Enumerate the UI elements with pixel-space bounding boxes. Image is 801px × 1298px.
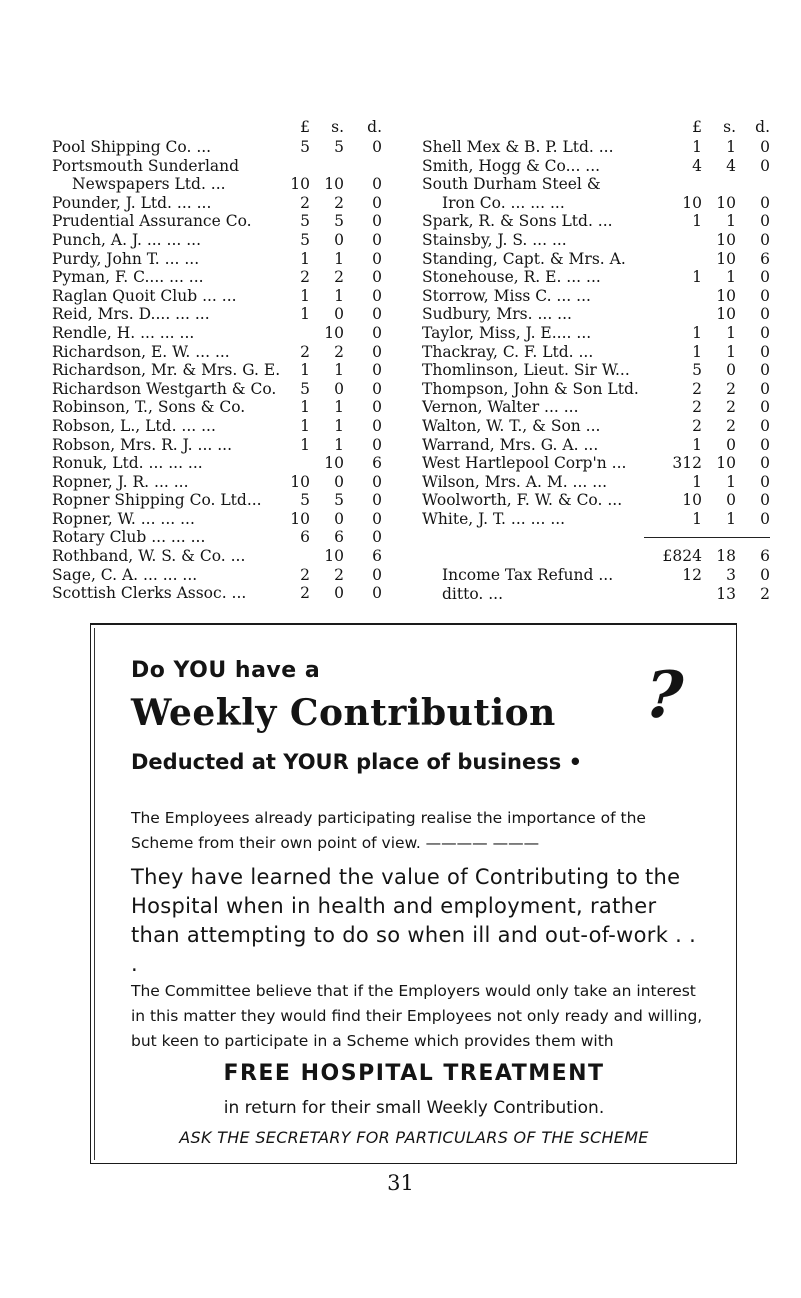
amount-shillings: 0: [334, 472, 344, 491]
donor-name: Pool Shipping Co. ...: [52, 138, 212, 156]
subscription-row: [422, 324, 770, 343]
amount-shillings: 1: [334, 249, 344, 268]
donor-name: Spark, R. & Sons Ltd. ...: [422, 212, 613, 231]
amount-pence: 0: [760, 342, 770, 361]
donor-name: Storrow, Miss C. ... ...: [422, 286, 591, 305]
subscriber-list-left: [52, 118, 392, 603]
donor-name: Taylor, Miss, J. E.... ...: [422, 323, 592, 342]
amount-pence: 0: [372, 138, 382, 156]
donor-name: Sage, C. A. ... ... ...: [52, 565, 198, 584]
subscription-row: [52, 436, 392, 455]
donor-name: South Durham Steel &: [422, 175, 601, 194]
amount-pence: 6: [372, 547, 382, 566]
amount-pence: 0: [760, 379, 770, 398]
amount-shillings: 2: [334, 193, 344, 212]
total-shillings: 18: [716, 547, 736, 566]
pounds-header: £: [300, 118, 310, 136]
amount-pounds: 5: [692, 361, 702, 380]
amount-pounds: 10: [290, 472, 310, 491]
subscription-row: [52, 250, 392, 269]
question-mark: ?: [635, 658, 692, 733]
amount-pence: 0: [760, 156, 770, 175]
amount-shillings: 2: [726, 416, 736, 435]
subscription-row: [52, 231, 392, 250]
amount-shillings: 3: [726, 566, 736, 585]
amount-pence: 0: [372, 268, 382, 287]
amount-shillings: 0: [726, 435, 736, 454]
donor-name: Thompson, John & Son Ltd.: [422, 379, 639, 398]
amount-pence: 0: [760, 435, 770, 454]
amount-shillings: 0: [334, 584, 344, 603]
amount-shillings: 2: [726, 398, 736, 417]
amount-pounds: 5: [300, 379, 310, 398]
subscription-row: [422, 398, 770, 417]
subscription-row: [52, 287, 392, 306]
amount-shillings: 1: [334, 416, 344, 435]
amount-shillings: 4: [726, 156, 736, 175]
amount-pence: 6: [372, 454, 382, 473]
amount-shillings: 2: [334, 565, 344, 584]
amount-pence: 0: [760, 212, 770, 231]
donor-name: Richardson, E. W. ... ...: [52, 342, 230, 361]
amount-shillings: 5: [334, 212, 344, 231]
amount-shillings: 1: [726, 342, 736, 361]
amount-shillings: 0: [334, 379, 344, 398]
subscription-row: [422, 175, 770, 194]
amount-pence: 0: [372, 342, 382, 361]
amount-pence: 0: [760, 138, 770, 156]
donor-name: Ropner Shipping Co. Ltd...: [52, 491, 262, 510]
subscription-row: [422, 380, 770, 399]
subscription-row: [52, 510, 392, 529]
donor-name: Walton, W. T., & Son ...: [422, 416, 601, 435]
ad-paragraph-1: The Employees already participating realise the importance of the Scheme from their own point of view. ———— ———: [131, 809, 646, 852]
ad-ask-secretary: ASK THE SECRETARY FOR PARTICULARS OF THE SCHEME: [179, 1128, 649, 1147]
amount-pounds: 1: [300, 435, 310, 454]
donor-name: Pounder, J. Ltd. ... ...: [52, 193, 212, 212]
amount-pence: 0: [372, 286, 382, 305]
subscription-row: [422, 491, 770, 510]
amount-shillings: 10: [716, 249, 736, 268]
subscription-row: [422, 194, 770, 213]
amount-pounds: 1: [300, 361, 310, 380]
amount-shillings: 10: [716, 454, 736, 473]
amount-pounds: 4: [692, 156, 702, 175]
amount-pounds: 10: [682, 491, 702, 510]
amount-shillings: 5: [334, 491, 344, 510]
amount-pence: 0: [372, 565, 382, 584]
ad-return-line: in return for their small Weekly Contribution.: [223, 1098, 605, 1118]
donor-name: Iron Co. ... ... ...: [442, 193, 565, 212]
amount-shillings: 1: [334, 398, 344, 417]
shillings-header: s.: [331, 118, 344, 136]
amount-shillings: 0: [726, 491, 736, 510]
subscription-row: [52, 268, 392, 287]
amount-pounds: 2: [300, 565, 310, 584]
subscription-row: [422, 454, 770, 473]
donor-name: Richardson, Mr. & Mrs. G. E.: [52, 361, 281, 380]
subscription-row: [52, 584, 392, 603]
amount-pence: 6: [760, 249, 770, 268]
ad-question-line3-text: Deducted at YOUR place of business: [131, 750, 562, 774]
amount-shillings: 10: [324, 323, 344, 342]
amount-shillings: 1: [334, 361, 344, 380]
amount-pence: 0: [760, 454, 770, 473]
total-rule: [422, 528, 770, 547]
amount-pounds: 1: [692, 509, 702, 528]
column-header: [422, 118, 770, 138]
subscription-row: [422, 212, 770, 231]
amount-pence: 0: [372, 416, 382, 435]
amount-shillings: 1: [334, 286, 344, 305]
column-header: [52, 118, 392, 138]
subscription-row: [422, 231, 770, 250]
amount-shillings: 1: [726, 323, 736, 342]
donor-name: Richardson Westgarth & Co.: [52, 379, 277, 398]
donor-name: West Hartlepool Corp'n ...: [422, 454, 627, 473]
subscription-row: [52, 380, 392, 399]
amount-pence: 2: [760, 584, 770, 603]
amount-pounds: 2: [300, 342, 310, 361]
donor-name: Woolworth, F. W. & Co. ...: [422, 491, 623, 510]
subscription-row: [422, 268, 770, 287]
amount-pounds: 1: [300, 416, 310, 435]
amount-pence: 0: [760, 286, 770, 305]
subscription-row: [52, 138, 392, 157]
subscription-row: [422, 417, 770, 436]
amount-pounds: 1: [300, 249, 310, 268]
donor-name: Portsmouth Sunderland: [52, 156, 240, 175]
amount-pounds: 10: [290, 175, 310, 194]
advertisement-box: [90, 623, 737, 1164]
amount-pence: 0: [372, 398, 382, 417]
donor-name: Sudbury, Mrs. ... ...: [422, 305, 572, 324]
donor-name: Rotary Club ... ... ...: [52, 528, 206, 547]
subscription-row: [422, 566, 770, 585]
amount-shillings: 2: [726, 379, 736, 398]
amount-shillings: 2: [334, 268, 344, 287]
donor-name: Ropner, J. R. ... ...: [52, 472, 189, 491]
donor-name: Wilson, Mrs. A. M. ... ...: [422, 472, 608, 491]
amount-pence: 0: [760, 193, 770, 212]
amount-pounds: 6: [300, 528, 310, 547]
amount-pounds: 1: [692, 342, 702, 361]
amount-pence: 0: [760, 361, 770, 380]
amount-pounds: 1: [692, 323, 702, 342]
subscription-row: [422, 250, 770, 269]
donor-name: Thackray, C. F. Ltd. ...: [422, 342, 594, 361]
amount-pence: 0: [760, 230, 770, 249]
amount-shillings: 1: [726, 472, 736, 491]
amount-pounds: 2: [692, 416, 702, 435]
subscription-row: [52, 175, 392, 194]
donor-name: Newspapers Ltd. ...: [72, 175, 226, 194]
subscription-row: [422, 157, 770, 176]
subscription-row: [52, 343, 392, 362]
amount-shillings: 10: [716, 193, 736, 212]
donor-name: Warrand, Mrs. G. A. ...: [422, 435, 599, 454]
page-number: 31: [387, 1171, 414, 1195]
amount-pence: 0: [760, 472, 770, 491]
donor-name: Rendle, H. ... ... ...: [52, 323, 195, 342]
amount-pounds: 2: [300, 584, 310, 603]
amount-shillings: 10: [324, 175, 344, 194]
subscription-row: [52, 566, 392, 585]
subscription-row: [52, 305, 392, 324]
amount-pounds: 2: [692, 398, 702, 417]
amount-shillings: 0: [726, 361, 736, 380]
amount-pounds: 5: [300, 491, 310, 510]
amount-pence: 0: [760, 398, 770, 417]
amount-pounds: 2: [692, 379, 702, 398]
donor-name: Robson, Mrs. R. J. ... ...: [52, 435, 233, 454]
amount-pence: 0: [372, 193, 382, 212]
donor-name: Shell Mex & B. P. Ltd. ...: [422, 138, 614, 156]
amount-pence: 0: [760, 509, 770, 528]
ad-paragraph-2: They have learned the value of Contributing to the Hospital when in health and employment, rather than attempting to do so when ill and out-of-work . . .: [131, 865, 697, 976]
total-row: [422, 547, 770, 566]
subscription-row: [422, 287, 770, 306]
amount-shillings: 2: [334, 342, 344, 361]
amount-pounds: 1: [300, 305, 310, 324]
ad-paragraph-3: The Committee believe that if the Employers would only take an interest in this matter they would find their Employees not only ready and willing, but keen to participate in a Scheme which provides them with: [131, 982, 703, 1050]
amount-pence: 0: [372, 491, 382, 510]
amount-pence: 0: [760, 268, 770, 287]
amount-pence: 0: [372, 435, 382, 454]
amount-shillings: 0: [334, 509, 344, 528]
donor-name: Punch, A. J. ... ... ...: [52, 230, 202, 249]
amount-pounds: 1: [692, 435, 702, 454]
donor-name: Smith, Hogg & Co... ...: [422, 156, 601, 175]
amount-pounds: 2: [300, 193, 310, 212]
amount-shillings: 1: [726, 212, 736, 231]
amount-shillings: 10: [324, 454, 344, 473]
donor-name: White, J. T. ... ... ...: [422, 509, 566, 528]
donor-name: Thomlinson, Lieut. Sir W...: [422, 361, 630, 380]
donor-name: Pyman, F. C.... ... ...: [52, 268, 204, 287]
amount-pounds: 10: [290, 509, 310, 528]
amount-pence: 0: [372, 305, 382, 324]
subscription-row: [52, 361, 392, 380]
ad-question-line1: Do YOU have a: [131, 658, 321, 683]
amount-pounds: 1: [692, 212, 702, 231]
subscription-row: [52, 491, 392, 510]
amount-pence: 0: [760, 416, 770, 435]
amount-shillings: 1: [726, 268, 736, 287]
amount-pence: 0: [372, 584, 382, 603]
subscription-row: [52, 398, 392, 417]
subscription-row: [52, 212, 392, 231]
amount-shillings: 10: [716, 286, 736, 305]
subscription-row: [52, 528, 392, 547]
pounds-header: £: [692, 118, 702, 136]
amount-pounds: 1: [692, 472, 702, 491]
amount-shillings: 1: [726, 138, 736, 156]
amount-shillings: 0: [334, 305, 344, 324]
donor-name: Standing, Capt. & Mrs. A.: [422, 249, 626, 268]
amount-pounds: 1: [300, 398, 310, 417]
amount-shillings: 5: [334, 138, 344, 156]
amount-pounds: 1: [692, 138, 702, 156]
subscription-row: [422, 343, 770, 362]
amount-shillings: 0: [334, 230, 344, 249]
donor-name: Stonehouse, R. E. ... ...: [422, 268, 601, 287]
amount-shillings: 6: [334, 528, 344, 547]
donor-name: Reid, Mrs. D.... ... ...: [52, 305, 210, 324]
subscription-row: [52, 417, 392, 436]
amount-pounds: 10: [682, 193, 702, 212]
amount-pounds: 5: [300, 230, 310, 249]
amount-pence: 0: [372, 230, 382, 249]
subscription-row: [52, 194, 392, 213]
amount-shillings: 10: [716, 230, 736, 249]
amount-pence: 0: [372, 212, 382, 231]
amount-pence: 0: [372, 361, 382, 380]
donor-name: ditto. ...: [442, 584, 504, 603]
amount-pounds: 5: [300, 212, 310, 231]
donor-name: Income Tax Refund ...: [442, 566, 614, 585]
pence-header: d.: [755, 118, 770, 136]
amount-pence: 0: [372, 528, 382, 547]
amount-shillings: 1: [726, 509, 736, 528]
donor-name: Stainsby, J. S. ... ...: [422, 230, 567, 249]
amount-pence: 0: [372, 175, 382, 194]
subscription-row: [52, 157, 392, 176]
amount-pence: 0: [372, 323, 382, 342]
subscription-row: [52, 324, 392, 343]
subscription-row: [422, 305, 770, 324]
bullet-mark: •: [568, 750, 582, 774]
amount-shillings: 1: [334, 435, 344, 454]
ad-headline-free-treatment: FREE HOSPITAL TREATMENT: [223, 1061, 605, 1086]
donor-name: Ronuk, Ltd. ... ... ...: [52, 454, 203, 473]
amount-pence: 0: [372, 249, 382, 268]
subscriber-list-right: [422, 118, 770, 603]
subscription-row: [422, 436, 770, 455]
subscription-row: [422, 473, 770, 492]
amount-pence: 0: [372, 472, 382, 491]
donor-name: Ropner, W. ... ... ...: [52, 509, 195, 528]
donor-name: Robson, L., Ltd. ... ...: [52, 416, 216, 435]
subscription-row: [422, 510, 770, 529]
amount-shillings: 10: [716, 305, 736, 324]
shillings-header: s.: [723, 118, 736, 136]
amount-pence: 0: [760, 491, 770, 510]
subscription-row: [52, 454, 392, 473]
pence-header: d.: [367, 118, 382, 136]
donor-name: Scottish Clerks Assoc. ...: [52, 584, 247, 603]
amount-pence: 0: [760, 305, 770, 324]
donor-name: Prudential Assurance Co.: [52, 212, 252, 231]
amount-shillings: 10: [324, 547, 344, 566]
amount-pounds: 1: [300, 286, 310, 305]
amount-pence: 0: [372, 509, 382, 528]
subscription-row: [52, 473, 392, 492]
donor-name: Purdy, John T. ... ...: [52, 249, 200, 268]
subscription-row: [422, 585, 770, 604]
donor-name: Raglan Quoit Club ... ...: [52, 286, 237, 305]
amount-pence: 0: [760, 566, 770, 585]
amount-shillings: 13: [716, 584, 736, 603]
ad-question-line2: Weekly Contribution: [131, 692, 556, 734]
total-pence: 6: [760, 547, 770, 566]
amount-pounds: 2: [300, 268, 310, 287]
donor-name: Vernon, Walter ... ...: [422, 398, 579, 417]
total-pounds: £824: [662, 547, 702, 566]
donor-name: Rothband, W. S. & Co. ...: [52, 547, 246, 566]
amount-pounds: 312: [672, 454, 702, 473]
subscription-row: [422, 361, 770, 380]
donor-name: Robinson, T., Sons & Co.: [52, 398, 246, 417]
amount-pounds: 12: [682, 566, 702, 585]
subscription-row: [52, 547, 392, 566]
amount-pence: 0: [760, 323, 770, 342]
amount-pounds: 1: [692, 268, 702, 287]
subscription-row: [422, 138, 770, 157]
ad-question-line3: [131, 750, 703, 774]
amount-pence: 0: [372, 379, 382, 398]
amount-pounds: 5: [300, 138, 310, 156]
